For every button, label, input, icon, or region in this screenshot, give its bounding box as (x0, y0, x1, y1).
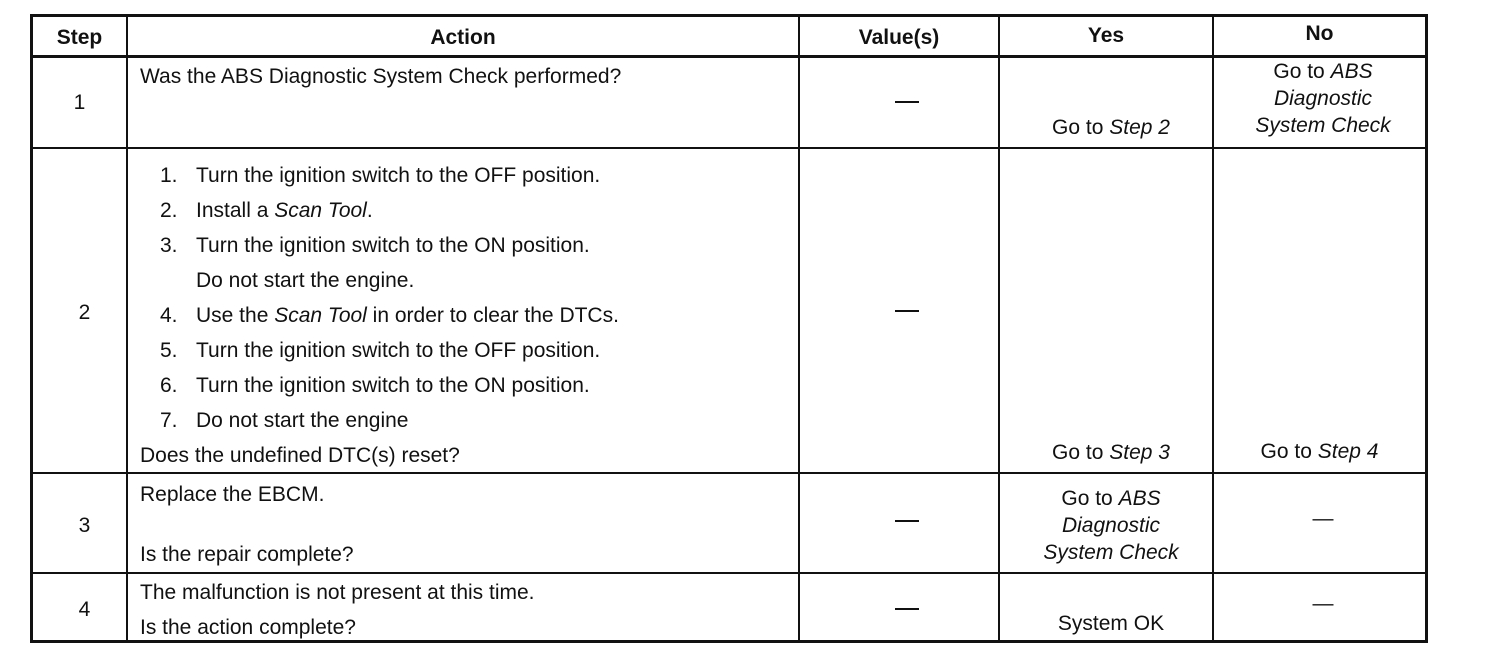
header-action: Action (430, 26, 496, 49)
yes-target-line1: ABS (1118, 487, 1161, 510)
row-divider (30, 572, 1428, 574)
yes-link (1000, 439, 1222, 466)
column-divider (798, 14, 800, 643)
yes-prefix: Go to (1061, 487, 1113, 510)
value-dash (895, 310, 919, 312)
no-link (1214, 438, 1425, 465)
value-dash (895, 608, 919, 610)
header-yes: Yes (1087, 24, 1125, 47)
procedure-item: 2. Install a Scan Tool. (160, 199, 373, 222)
step-number: 4 (78, 598, 91, 621)
no-link (1214, 58, 1432, 139)
step-number: 3 (78, 514, 91, 537)
header-values: Value(s) (858, 26, 940, 49)
no-target-line3: System Check (1255, 114, 1391, 137)
procedure-item: 5. Turn the ignition switch to the OFF position. (160, 339, 601, 362)
yes-link (1000, 114, 1222, 141)
yes-prefix: Go to (1052, 116, 1104, 139)
yes-link (1000, 485, 1222, 566)
yes-target: Step 3 (1109, 441, 1170, 464)
step-number: 1 (73, 91, 86, 114)
yes-value: System OK (1057, 612, 1165, 635)
yes-prefix: Go to (1052, 441, 1104, 464)
procedure-item: 3. Turn the ignition switch to the ON position. (160, 234, 590, 257)
procedure-item: Do not start the engine. (196, 269, 415, 292)
action-text: Was the ABS Diagnostic System Check performed? (140, 65, 622, 88)
action-text: The malfunction is not present at this time. (140, 581, 535, 604)
procedure-item: 4. Use the Scan Tool in order to clear the DTCs. (160, 304, 619, 327)
column-divider (126, 14, 128, 643)
header-step: Step (56, 26, 103, 49)
no-value: — (1312, 507, 1334, 530)
procedure-item: 6. Turn the ignition switch to the ON position. (160, 374, 590, 397)
question-text: Does the undefined DTC(s) reset? (140, 444, 460, 467)
no-target-line1: ABS (1330, 60, 1373, 83)
procedure-item: 1. Turn the ignition switch to the OFF position. (160, 164, 601, 187)
step-number: 2 (78, 301, 91, 324)
table-border-top (30, 14, 1428, 17)
no-value: — (1312, 592, 1334, 615)
procedure-item: 7. Do not start the engine (160, 409, 409, 432)
question-text: Is the repair complete? (140, 543, 354, 566)
header-no: No (1305, 22, 1334, 45)
yes-target-line2: Diagnostic (1061, 514, 1161, 537)
no-target: Step 4 (1317, 440, 1379, 463)
no-prefix: Go to (1273, 60, 1325, 83)
no-target-line2: Diagnostic (1273, 87, 1373, 110)
question-text: Is the action complete? (140, 616, 356, 639)
row-divider (30, 472, 1428, 474)
value-dash (895, 520, 919, 522)
yes-target: Step 2 (1109, 116, 1170, 139)
no-prefix: Go to (1260, 440, 1312, 463)
yes-target-line3: System Check (1043, 541, 1179, 564)
action-text: Replace the EBCM. (140, 483, 325, 506)
value-dash (895, 101, 919, 103)
row-divider (30, 147, 1428, 149)
